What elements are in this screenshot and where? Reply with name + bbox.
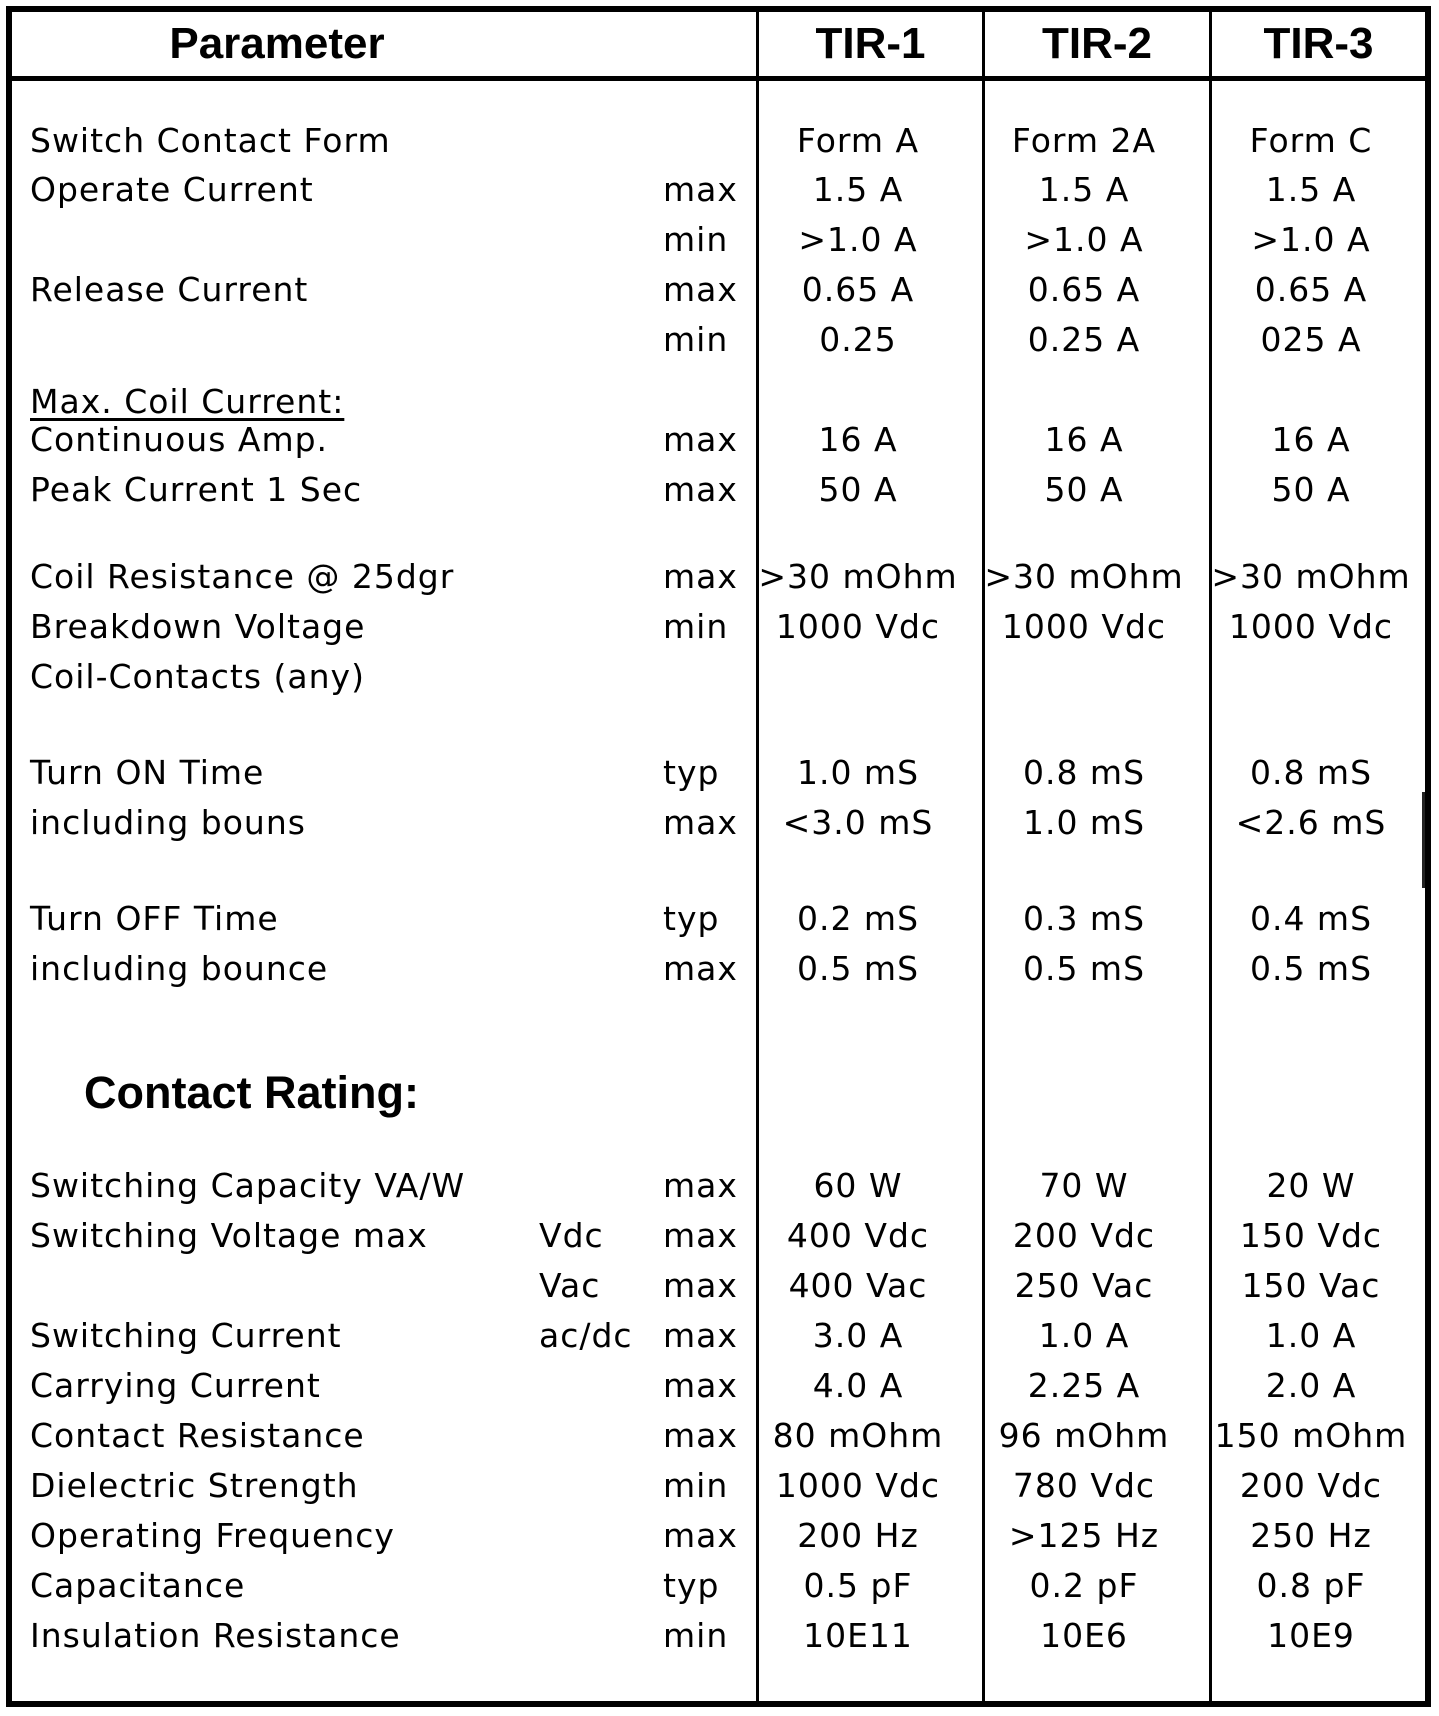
row-condition: min: [663, 1466, 729, 1505]
cell-tir-1: 16 A: [818, 420, 898, 459]
row-label: Dielectric Strength: [30, 1466, 359, 1505]
cell-tir-3: 2.0 A: [1265, 1366, 1357, 1405]
cell-tir-1: 1.5 A: [812, 170, 904, 209]
cell-tir-2: 2.25 A: [1027, 1366, 1141, 1405]
cell-tir-2: 780 Vdc: [1012, 1466, 1156, 1505]
cell-tir-3: >30 mOhm: [1211, 557, 1411, 596]
cell-tir-3: 250 Hz: [1250, 1516, 1372, 1555]
cell-tir-2: >30 mOhm: [984, 557, 1184, 596]
cell-tir-1: >30 mOhm: [758, 557, 958, 596]
cell-tir-1: 1.0 mS: [796, 753, 920, 792]
row-label: Turn ON Time: [30, 753, 265, 792]
section-contact-rating: Contact Rating:: [84, 1067, 419, 1118]
cell-tir-1: 0.5 pF: [803, 1566, 913, 1605]
row-label: Capacitance: [30, 1566, 246, 1605]
cell-tir-3: 10E9: [1267, 1616, 1355, 1655]
row-label: Turn OFF Time: [30, 899, 279, 938]
row-label: Operate Current: [30, 170, 314, 209]
row-condition: max: [663, 1166, 738, 1205]
cell-tir-3: 50 A: [1271, 470, 1351, 509]
cell-tir-1: 0.25: [819, 320, 897, 359]
cell-tir-1: 4.0 A: [812, 1366, 904, 1405]
row-label: Switching Voltage max: [30, 1216, 428, 1255]
row-label: Switching Current: [30, 1316, 342, 1355]
section-max-coil-current: Max. Coil Current:: [30, 382, 345, 421]
cell-tir-1: 0.2 mS: [796, 899, 920, 938]
row-label: Contact Resistance: [30, 1416, 365, 1455]
cell-tir-3: 150 Vac: [1241, 1266, 1381, 1305]
cell-tir-3: 16 A: [1271, 420, 1351, 459]
cell-tir-2: 0.2 pF: [1029, 1566, 1139, 1605]
row-label: Coil Resistance @ 25dgr: [30, 557, 455, 596]
row-condition: max: [663, 470, 738, 509]
row-label: Release Current: [30, 270, 309, 309]
cell-tir-3: >1.0 A: [1251, 220, 1371, 259]
cell-tir-1: 10E11: [803, 1616, 913, 1655]
cell-tir-3: 20 W: [1266, 1166, 1356, 1205]
row-label: Insulation Resistance: [30, 1616, 401, 1655]
row-unit-type: Vdc: [539, 1216, 604, 1255]
cell-tir-1: <3.0 mS: [782, 803, 934, 842]
cell-tir-1: Form A: [796, 121, 920, 160]
cell-tir-1: 1000 Vdc: [775, 607, 941, 646]
row-condition: max: [663, 270, 738, 309]
header-tir-1: TIR-1: [815, 19, 926, 68]
row-condition: max: [663, 170, 738, 209]
cell-tir-3: 200 Vdc: [1239, 1466, 1383, 1505]
cell-tir-3: 0.5 mS: [1249, 949, 1373, 988]
spec-table: [6, 6, 1431, 1707]
row-label: Switch Contact Form: [30, 121, 391, 160]
row-label: Continuous Amp.: [30, 420, 329, 459]
cell-tir-1: 1000 Vdc: [775, 1466, 941, 1505]
cell-tir-2: 96 mOhm: [998, 1416, 1170, 1455]
row-condition: typ: [663, 899, 720, 938]
cell-tir-1: 80 mOhm: [772, 1416, 944, 1455]
cell-tir-3: 0.8 pF: [1256, 1566, 1366, 1605]
cell-tir-2: 1.0 mS: [1022, 803, 1146, 842]
cell-tir-2: 0.8 mS: [1022, 753, 1146, 792]
row-condition: min: [663, 220, 729, 259]
cell-tir-2: 200 Vdc: [1012, 1216, 1156, 1255]
cell-tir-3: 025 A: [1260, 320, 1362, 359]
cell-tir-2: 0.3 mS: [1022, 899, 1146, 938]
cell-tir-2: >1.0 A: [1024, 220, 1144, 259]
cell-tir-1: 400 Vdc: [786, 1216, 930, 1255]
row-condition: min: [663, 607, 729, 646]
cell-tir-1: 200 Hz: [797, 1516, 919, 1555]
row-label: Breakdown Voltage: [30, 607, 366, 646]
header-divider: [12, 76, 1425, 81]
row-condition: max: [663, 803, 738, 842]
row-condition: max: [663, 949, 738, 988]
cell-tir-3: 1000 Vdc: [1228, 607, 1394, 646]
cell-tir-3: 1.0 A: [1265, 1316, 1357, 1355]
row-label: including bouns: [30, 803, 306, 842]
cell-tir-2: 0.25 A: [1027, 320, 1141, 359]
cell-tir-2: 70 W: [1039, 1166, 1129, 1205]
cell-tir-3: <2.6 mS: [1235, 803, 1387, 842]
row-label: including bounce: [30, 949, 329, 988]
row-label: Carrying Current: [30, 1366, 321, 1405]
row-condition: max: [663, 557, 738, 596]
row-condition: max: [663, 1416, 738, 1455]
row-condition: max: [663, 1316, 738, 1355]
cell-tir-3: 150 mOhm: [1214, 1416, 1408, 1455]
cell-tir-2: 250 Vac: [1014, 1266, 1154, 1305]
cell-tir-3: 0.4 mS: [1249, 899, 1373, 938]
cell-tir-2: 1.5 A: [1038, 170, 1130, 209]
cell-tir-3: Form C: [1249, 121, 1373, 160]
scrollbar-edge: [1422, 792, 1425, 888]
row-label: Operating Frequency: [30, 1516, 395, 1555]
cell-tir-1: 60 W: [813, 1166, 903, 1205]
cell-tir-2: Form 2A: [1011, 121, 1157, 160]
cell-tir-1: 0.65 A: [801, 270, 915, 309]
cell-tir-1: 3.0 A: [812, 1316, 904, 1355]
row-condition: max: [663, 420, 738, 459]
row-condition: min: [663, 320, 729, 359]
row-unit-type: Vac: [539, 1266, 601, 1305]
cell-tir-2: 0.65 A: [1027, 270, 1141, 309]
cell-tir-3: 0.65 A: [1254, 270, 1368, 309]
cell-tir-3: 1.5 A: [1265, 170, 1357, 209]
row-label: Peak Current 1 Sec: [30, 470, 363, 509]
cell-tir-2: 1.0 A: [1038, 1316, 1130, 1355]
header-parameter: Parameter: [169, 19, 385, 68]
cell-tir-3: 150 Vdc: [1239, 1216, 1383, 1255]
row-label: Coil-Contacts (any): [30, 657, 365, 696]
cell-tir-3: 0.8 mS: [1249, 753, 1373, 792]
header-tir-2: TIR-2: [1042, 19, 1152, 68]
header-tir-3: TIR-3: [1263, 19, 1374, 68]
row-condition: typ: [663, 1566, 720, 1605]
row-unit-type: ac/dc: [539, 1316, 633, 1355]
row-condition: typ: [663, 753, 720, 792]
cell-tir-1: 50 A: [818, 470, 898, 509]
cell-tir-2: 10E6: [1040, 1616, 1128, 1655]
cell-tir-2: >125 Hz: [1008, 1516, 1160, 1555]
cell-tir-1: 400 Vac: [788, 1266, 928, 1305]
row-condition: max: [663, 1266, 738, 1305]
cell-tir-2: 50 A: [1044, 470, 1124, 509]
row-condition: max: [663, 1516, 738, 1555]
cell-tir-2: 1000 Vdc: [1001, 607, 1167, 646]
cell-tir-2: 16 A: [1044, 420, 1124, 459]
row-condition: min: [663, 1616, 729, 1655]
row-condition: max: [663, 1216, 738, 1255]
cell-tir-2: 0.5 mS: [1022, 949, 1146, 988]
cell-tir-1: >1.0 A: [798, 220, 918, 259]
row-condition: max: [663, 1366, 738, 1405]
cell-tir-1: 0.5 mS: [796, 949, 920, 988]
row-label: Switching Capacity VA/W: [30, 1166, 466, 1205]
